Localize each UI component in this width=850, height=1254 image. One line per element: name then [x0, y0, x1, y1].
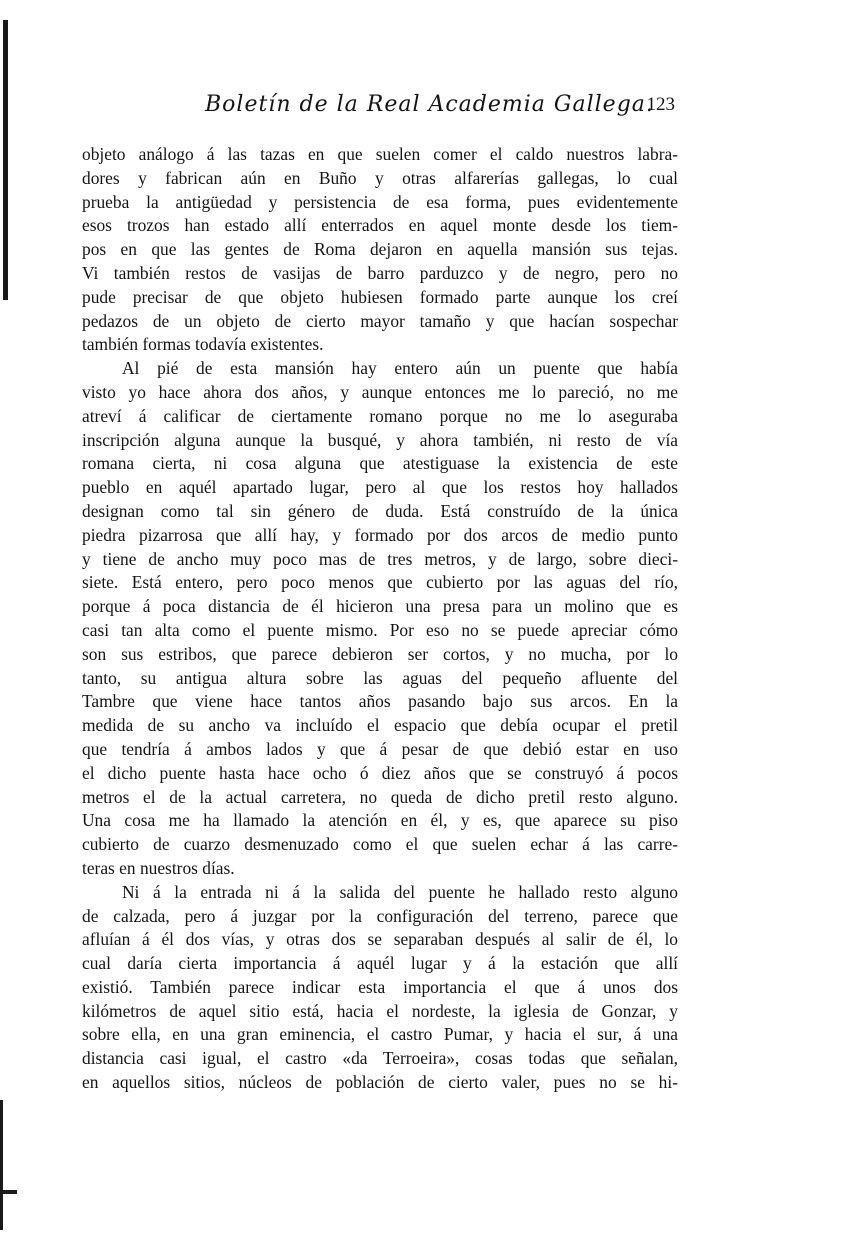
- text-line: Una cosa me ha llamado la atención en él, y es, que aparece su piso: [82, 810, 678, 831]
- text-line: esos trozos han estado allí enterrados en aquel monte desde los tiem-: [82, 215, 678, 236]
- text-line: cubierto de cuarzo desmenuzado como el que suelen echar á las carre-: [82, 834, 678, 855]
- text-line: que tendría á ambos lados y que á pesar de que debió estar en uso: [82, 738, 678, 759]
- text-line: Tambre que viene hace tantos años pasando bajo sus arcos. En la: [82, 691, 678, 712]
- text-line: piedra pizarrosa que allí hay, y formado por dos arcos de medio punto: [82, 524, 678, 545]
- text-line: Vi también restos de vasijas de barro parduzco y de negro, pero no: [82, 262, 678, 283]
- left-edge-scan-mark: [3, 1190, 17, 1194]
- body-text: [82, 143, 678, 1095]
- text-line: pedazos de un objeto de cierto mayor tamaño y que hacían sospechar: [82, 310, 678, 331]
- text-line: siete. Está entero, pero poco menos que cubierto por las aguas del río,: [82, 572, 678, 593]
- text-line: romana cierta, ni cosa alguna que atestiguase la existencia de este: [82, 453, 678, 474]
- text-line: en aquellos sitios, núcleos de población de cierto valer, pues no se hi-: [82, 1072, 678, 1093]
- text-line: son sus estribos, que parece debieron ser cortos, y no mucha, por lo: [82, 643, 678, 664]
- text-line: porque á poca distancia de él hicieron una presa para un molino que es: [82, 596, 678, 617]
- page-number: 123: [646, 94, 675, 115]
- text-line: pude precisar de que objeto hubiesen formado parte aunque los creí: [82, 286, 678, 307]
- text-line: pos en que las gentes de Roma dejaron en aquella mansión sus tejas.: [82, 239, 678, 260]
- text-line: Al pié de esta mansión hay entero aún un puente que había: [122, 358, 678, 379]
- text-line: objeto análogo á las tazas en que suelen comer el caldo nuestros labra-: [82, 144, 678, 164]
- text-line: afluían á él dos vías, y otras dos se separaban después al salir de él, lo: [82, 929, 678, 950]
- text-line: sobre ella, en una gran eminencia, el castro Pumar, y hacia el sur, á una: [82, 1024, 678, 1045]
- text-line: y tiene de ancho muy poco mas de tres metros, y de largo, sobre dieci-: [82, 548, 678, 569]
- left-edge-scan-mark: [3, 20, 8, 300]
- text-line: dores y fabrican aún en Buño y otras alfarerías gallegas, lo cual: [82, 167, 678, 188]
- text-line: teras en nuestros días.: [82, 857, 235, 878]
- text-line: medida de su ancho va incluído el espacio que debía ocupar el pretil: [82, 715, 678, 736]
- text-line: de calzada, pero á juzgar por la configuración del terreno, parece que: [82, 905, 678, 926]
- text-line: inscripción alguna aunque la busqué, y ahora también, ni resto de vía: [82, 429, 678, 450]
- text-line: Ni á la entrada ni á la salida del puente he hallado resto alguno: [122, 881, 678, 902]
- text-line: tanto, su antigua altura sobre las aguas del pequeño afluente del: [82, 667, 678, 688]
- text-line: cual daría cierta importancia á aquél lugar y á la estación que allí: [82, 953, 678, 974]
- text-line: metros el de la actual carretera, no queda de dicho pretil resto alguno.: [82, 786, 678, 807]
- text-line: también formas todavía existentes.: [82, 334, 324, 355]
- text-line: existió. También parece indicar esta importancia el que á unos dos: [82, 976, 678, 997]
- text-line: kilómetros de aquel sitio está, hacia el nordeste, la iglesia de Gonzar, y: [82, 1000, 678, 1021]
- text-line: pueblo en aquél apartado lugar, pero al que los restos hoy hallados: [82, 477, 678, 498]
- text-line: el dicho puente hasta hace ocho ó diez años que se construyó á pocos: [82, 762, 678, 783]
- text-line: casi tan alta como el puente mismo. Por eso no se puede apreciar cómo: [82, 619, 678, 640]
- text-line: distancia casi igual, el castro «da Terroeira», cosas todas que señalan,: [82, 1048, 678, 1069]
- running-header: [205, 92, 675, 124]
- left-edge-scan-mark: [0, 1100, 3, 1230]
- text-line: designan como tal sin género de duda. Está construído de la única: [82, 500, 678, 521]
- text-line: visto yo hace ahora dos años, y aunque entonces me lo pareció, no me: [82, 381, 678, 402]
- text-line: atreví á calificar de ciertamente romano porque no me lo aseguraba: [82, 405, 678, 426]
- journal-title: Boletín de la Real Academia Gallega.: [205, 92, 654, 117]
- text-line: prueba la antigüedad y persistencia de esa forma, pues evidentemente: [82, 191, 678, 212]
